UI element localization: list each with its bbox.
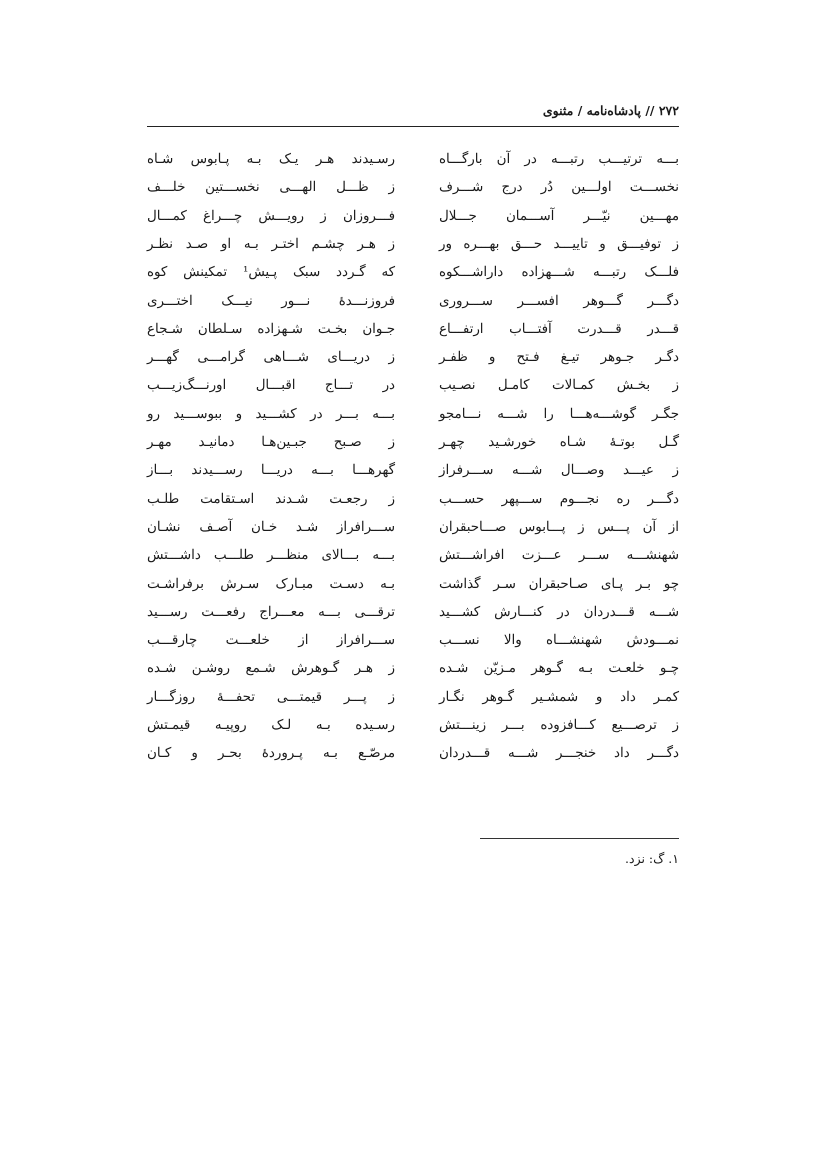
hemistich-second: در تـــاج اقبـــال اورنـــگ‌زیـــب	[147, 378, 395, 394]
hemistich-second: مرصّـع بـه پـروردۀ بحـر و کـان	[147, 746, 395, 762]
footnote-rule	[480, 838, 679, 839]
hemistich-first: دگـــر ره نجـــوم ســـپهر حســـب	[439, 491, 679, 507]
hemistich-first: نمـــودش شهنشـــاه والا نســـب	[439, 633, 679, 649]
hemistich-first: دگـر جـوهر تیـغ فـتح و ظفـر	[439, 350, 679, 366]
hemistich-first: دگـــر داد خنجـــر شـــه قـــدردان	[439, 746, 679, 762]
hemistich-second: ز هـر گـوهرش شـمع روشـن شـده	[147, 661, 395, 677]
couplet	[147, 602, 679, 633]
hemistich-first: ز ترصـــیع کـــافزوده بـــر زینـــتش	[439, 718, 679, 733]
couplet	[147, 574, 679, 605]
hemistich-second: ز دریـــای شـــاهی گرامـــی گهـــر	[147, 350, 395, 366]
couplet	[147, 206, 679, 237]
hemistich-first: قـــدر قـــدرت آفتـــاب ارتفـــاع	[439, 321, 679, 337]
hemistich-first: چو بـر پـای صـاحبقران سـر گذاشت	[439, 576, 679, 592]
couplet	[147, 234, 679, 265]
hemistich-first: ز توفیـــق و تاییـــد حـــق بهـــره ور	[439, 236, 679, 252]
hemistich-second: ترقـــی بـــه معـــراج رفعـــت رســـید	[147, 604, 395, 620]
hemistich-second: گهرهـــا بـــه دریـــا رســـیدند بـــاز	[147, 463, 395, 479]
hemistich-second: رسـیده بـه لـک روپیـه قیمـتش	[147, 718, 395, 733]
hemistich-first: فلـــک رتبـــه شـــهزاده داراشـــکوه	[439, 265, 679, 281]
hemistich-second: بـــه بـــالای منظـــر طلـــب داشـــتش	[147, 548, 395, 564]
hemistich-first: بـــه ترتیـــب رتبـــه در آن بارگـــاه	[439, 152, 679, 167]
couplet	[147, 375, 679, 406]
hemistich-second: رسـیدند هـر یـک بـه پـابوس شـاه	[147, 152, 395, 167]
hemistich-second: ســـرافراز شـد خـان آصـف نشـان	[147, 519, 395, 535]
running-header: ۲۷۲ // پادشاه‌نامه / مثنوی	[542, 103, 679, 118]
hemistich-second: بـه دسـت مبـارک سـرش برفراشـت	[147, 576, 395, 592]
couplet	[147, 630, 679, 661]
couplet	[147, 432, 679, 463]
couplet	[147, 177, 679, 208]
hemistich-first: از آن پـــس ز پـــابوس صـــاحبقران	[439, 519, 679, 535]
hemistich-second: که گـردد سبک پـیش¹ تمکینش کوه	[147, 265, 396, 281]
couplet	[147, 460, 679, 491]
hemistich-second: فروزنـــدۀ نـــور نیـــک اختـــری	[147, 293, 395, 309]
couplet	[147, 658, 679, 689]
hemistich-second: ســـرافراز از خلعـــت چارقـــب	[147, 633, 395, 649]
couplet	[147, 149, 679, 180]
hemistich-first: مهـــین نیّـــر آســـمان جـــلال	[439, 208, 679, 224]
hemistich-first: نخســـت اولـــین دُر درج شـــرف	[439, 180, 679, 196]
couplet	[147, 545, 679, 576]
hemistich-first: شـــه قـــدردان در کنـــارش کشـــید	[439, 604, 679, 620]
couplet	[147, 291, 679, 322]
couplet	[147, 517, 679, 548]
couplet	[147, 404, 679, 435]
hemistich-second: بـــه بـــر در کشـــید و ببوســـید رو	[147, 406, 395, 422]
couplet	[147, 319, 679, 350]
poem-body	[147, 149, 679, 769]
hemistich-second: جـوان بخـت شـهزاده سـلطان شـجاع	[147, 321, 395, 337]
couplet	[147, 262, 679, 293]
hemistich-first: جگـر گوشـــه‌هـــا را شـــه نـــامجو	[439, 406, 679, 422]
hemistich-second: فـــروزان ز رویـــش چـــراغ کمـــال	[147, 208, 395, 224]
header-rule	[147, 126, 679, 127]
hemistich-second: ز رجعـت شـدند اسـتقامت طلـب	[147, 491, 395, 507]
couplet	[147, 489, 679, 520]
hemistich-first: دگـــر گـــوهر افســـر ســـروری	[439, 293, 679, 309]
hemistich-first: گـل بوتـۀ شـاه خورشـید چهـر	[439, 435, 679, 450]
couplet	[147, 743, 679, 774]
couplet	[147, 687, 679, 718]
hemistich-second: ز پـــر قیمتـــی تحفـــۀ روزگـــار	[147, 689, 395, 705]
couplet	[147, 347, 679, 378]
hemistich-first: کمـر داد و شمشـیر گـوهر نگـار	[439, 689, 679, 705]
hemistich-second: ز ظـــل الهـــی نخســـتین خلـــف	[147, 180, 395, 196]
hemistich-first: چـو خلعـت بـه گـوهر مـزیّن شـده	[439, 661, 679, 677]
hemistich-second: ز هـر چشـم اختـر بـه او صـد نظـر	[147, 236, 395, 252]
hemistich-first: ز بخـش کمـالات کامـل نصـیب	[439, 378, 679, 394]
footnote: ۱. گ: نزد.	[625, 851, 679, 866]
hemistich-second: ز صـبح جبـین‌هـا دمانیـد مهـر	[147, 435, 395, 450]
hemistich-first: شهنشـــه ســـر عـــزت افراشـــتش	[439, 548, 679, 564]
hemistich-first: ز عیـــد وصـــال شـــه ســـرفراز	[439, 463, 679, 479]
couplet	[147, 715, 679, 746]
